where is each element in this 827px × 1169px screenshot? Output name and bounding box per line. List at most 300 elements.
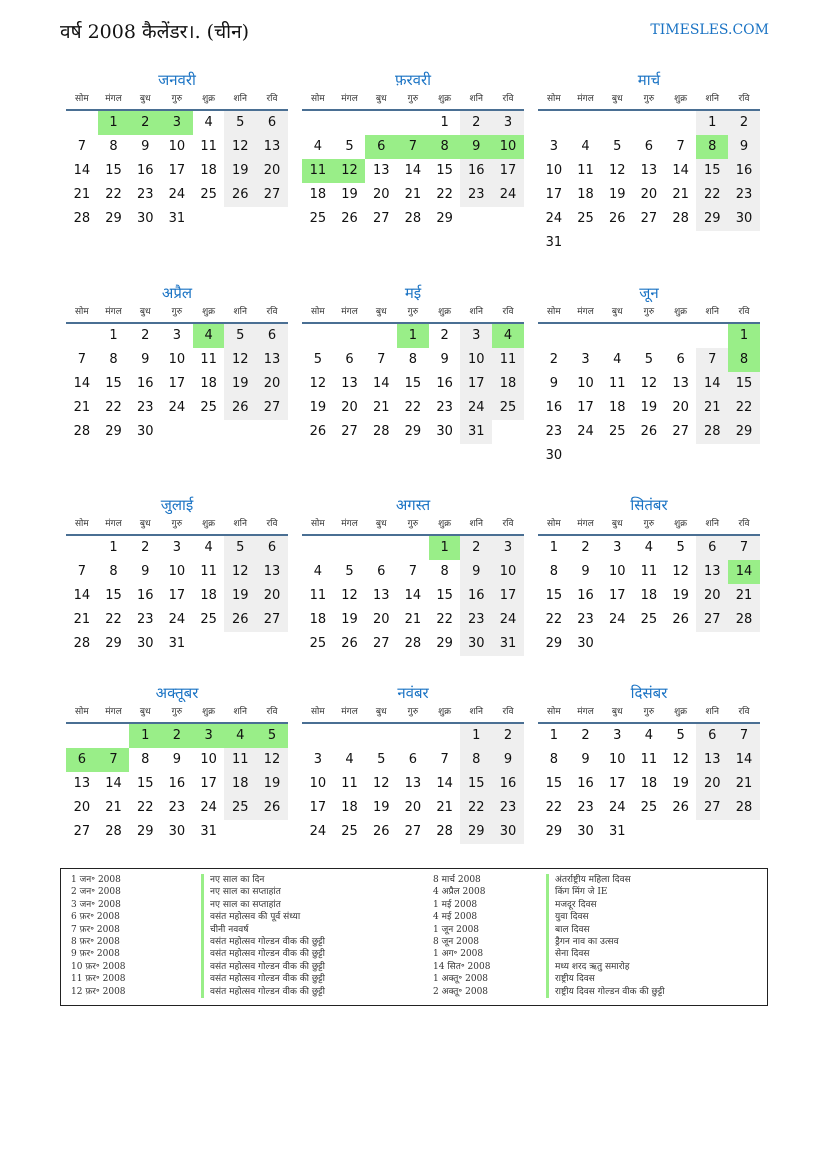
day-cell: 12 [640, 376, 658, 391]
legend-holiday-name: अंतर्राष्ट्रीय महिला दिवस [546, 874, 665, 886]
day-cell: 31 [492, 632, 524, 656]
day-cell: 22 [136, 800, 154, 815]
empty-day-cell [98, 724, 130, 748]
day-cell: 18 [577, 187, 594, 202]
weekday-header [66, 305, 288, 324]
weekday-label: मंगल [341, 94, 358, 104]
day-cell: 17 [460, 372, 492, 396]
day-cell: 26 [672, 800, 689, 815]
day-cell: 14 [436, 776, 453, 791]
weekday-label: बुध [611, 307, 623, 317]
day-cell: 27 [672, 424, 689, 439]
day-cell: 14 [73, 163, 91, 178]
month-calendar [302, 683, 524, 844]
weekday-label: रवि [502, 94, 514, 104]
day-cell: 29 [545, 824, 563, 839]
day-cell: 31 [200, 824, 217, 839]
day-cell: 22 [404, 400, 422, 415]
weekday-label: शुक्र [438, 307, 452, 317]
empty-day-cell [66, 324, 98, 348]
day-cell: 18 [309, 612, 327, 627]
week-row [538, 584, 760, 608]
day-cell: 17 [608, 588, 626, 603]
day-cell: 10 [460, 348, 492, 372]
day-cell: 24 [545, 211, 563, 226]
day-cell: 13 [696, 748, 728, 772]
day-cell: 8 [429, 135, 461, 159]
weekday-label: शनि [469, 307, 483, 317]
day-cell: 14 [73, 588, 91, 603]
empty-day-cell [429, 724, 461, 748]
day-cell: 3 [613, 728, 622, 743]
weekday-label: सोम [310, 519, 325, 529]
weekday-header [302, 705, 524, 724]
week-row [66, 608, 288, 632]
day-cell: 16 [436, 376, 453, 391]
day-cell: 2 [161, 724, 193, 748]
week-row [302, 796, 524, 820]
day-cell: 17 [492, 584, 524, 608]
day-cell: 13 [404, 776, 422, 791]
day-cell: 30 [577, 636, 594, 651]
day-cell: 19 [224, 584, 256, 608]
day-cell: 1 [109, 328, 118, 343]
weekday-label: शनि [233, 519, 247, 529]
day-cell: 24 [608, 800, 626, 815]
day-cell: 24 [309, 824, 327, 839]
empty-day-cell [224, 820, 256, 844]
site-link[interactable]: TIMESLES.COM [650, 22, 769, 38]
day-cell: 9 [581, 752, 590, 767]
day-cell: 21 [436, 800, 453, 815]
weekday-label: शनि [705, 94, 719, 104]
day-cell: 12 [672, 752, 689, 767]
day-cell: 15 [136, 776, 154, 791]
day-cell: 1 [460, 724, 492, 748]
legend-date: 3 जन॰ 2008 [71, 899, 121, 910]
week-row [302, 560, 524, 584]
day-cell: 1 [98, 111, 130, 135]
day-cell: 26 [640, 424, 658, 439]
day-cell: 25 [309, 211, 327, 226]
weekday-label: शुक्र [202, 94, 216, 104]
week-row [302, 183, 524, 207]
day-cell: 17 [168, 588, 186, 603]
legend-holiday-name: ड्रैगन नाव का उत्सव [546, 936, 665, 948]
empty-day-cell [601, 231, 633, 255]
day-cell: 10 [168, 352, 186, 367]
weekday-label: शुक्र [674, 519, 688, 529]
week-row [66, 183, 288, 207]
day-cell: 5 [224, 536, 256, 560]
weekday-label: शुक्र [438, 707, 452, 717]
day-cell: 28 [105, 824, 122, 839]
empty-day-cell [302, 111, 334, 135]
day-cell: 12 [608, 163, 626, 178]
empty-day-cell [570, 444, 602, 468]
week-row [66, 724, 288, 748]
weekday-label: बुध [611, 707, 623, 717]
week-row [538, 159, 760, 183]
day-cell: 15 [436, 163, 453, 178]
weekday-label: गुरु [643, 707, 655, 717]
day-cell: 3 [193, 724, 225, 748]
day-cell: 8 [728, 348, 760, 372]
legend-dates-column [71, 874, 126, 998]
day-cell: 4 [492, 324, 524, 348]
day-cell: 26 [309, 424, 327, 439]
empty-day-cell [397, 111, 429, 135]
day-cell: 14 [73, 376, 91, 391]
day-cell: 22 [545, 800, 563, 815]
week-row [538, 444, 760, 468]
day-cell: 10 [608, 752, 626, 767]
day-cell: 16 [577, 776, 594, 791]
day-cell: 11 [640, 564, 658, 579]
empty-day-cell [570, 231, 602, 255]
week-row [66, 420, 288, 444]
empty-day-cell [397, 724, 429, 748]
legend-dates-column [433, 874, 490, 998]
weekday-label: गुरु [171, 519, 183, 529]
day-cell: 10 [577, 376, 594, 391]
empty-day-cell [696, 632, 728, 656]
day-cell: 19 [672, 776, 689, 791]
legend-date: 2 जन॰ 2008 [71, 887, 121, 898]
day-cell: 31 [545, 235, 563, 250]
empty-day-cell [728, 632, 760, 656]
day-cell: 7 [696, 348, 728, 372]
day-cell: 27 [640, 211, 658, 226]
day-cell: 21 [73, 612, 91, 627]
legend-date: 1 अक्तू॰ 2008 [433, 974, 489, 985]
legend-holiday-name: नए साल का सप्ताहांत [201, 886, 325, 898]
legend-holiday-name: वसंत महोत्सव गोल्डन वीक की छुट्टी [201, 948, 325, 960]
week-row [66, 560, 288, 584]
day-cell: 2 [129, 111, 161, 135]
weekday-label: बुध [375, 519, 387, 529]
day-cell: 9 [581, 564, 590, 579]
day-cell: 10 [608, 564, 626, 579]
day-cell: 5 [377, 752, 386, 767]
weekday-label: सोम [74, 519, 89, 529]
legend-holiday-name: राष्ट्रीय दिवस गोल्डन वीक की छुट्टी [546, 986, 665, 998]
day-cell: 15 [545, 588, 563, 603]
day-cell: 24 [577, 424, 594, 439]
week-row [302, 772, 524, 796]
week-row [538, 536, 760, 560]
legend-holiday-name: बाल दिवस [546, 924, 665, 936]
month-name: फ़रवरी [394, 71, 432, 89]
weekday-label: शनि [233, 307, 247, 317]
day-cell: 18 [341, 800, 358, 815]
day-cell: 25 [341, 824, 358, 839]
day-cell: 1 [109, 540, 118, 555]
day-cell: 10 [492, 135, 524, 159]
week-row [538, 796, 760, 820]
legend-holiday-name: वसंत महोत्सव गोल्डन वीक की छुट्टी [201, 961, 325, 973]
weekday-label: शुक्र [438, 94, 452, 104]
day-cell: 30 [577, 824, 594, 839]
day-cell: 24 [168, 612, 186, 627]
legend-date: 8 मार्च 2008 [433, 875, 481, 885]
day-cell: 26 [224, 183, 256, 207]
day-cell: 31 [460, 420, 492, 444]
day-cell: 4 [644, 540, 654, 555]
day-cell: 11 [341, 776, 358, 791]
weekday-label: बुध [139, 707, 151, 717]
day-cell: 2 [492, 724, 524, 748]
day-cell: 15 [728, 372, 760, 396]
day-cell: 8 [141, 752, 150, 767]
day-cell: 24 [492, 183, 524, 207]
weekday-label: सोम [310, 94, 325, 104]
week-row [538, 207, 760, 231]
empty-day-cell [728, 444, 760, 468]
day-cell: 24 [460, 396, 492, 420]
legend-holiday-name: वसंत महोत्सव गोल्डन वीक की छुट्टी [201, 986, 325, 998]
empty-day-cell [365, 724, 397, 748]
day-cell: 28 [404, 636, 422, 651]
day-cell: 18 [492, 372, 524, 396]
day-cell: 27 [404, 824, 422, 839]
day-cell: 19 [341, 612, 358, 627]
day-cell: 5 [345, 564, 354, 579]
day-cell: 6 [365, 135, 397, 159]
day-cell: 10 [168, 564, 186, 579]
day-cell: 25 [224, 796, 256, 820]
empty-day-cell [193, 420, 225, 444]
empty-day-cell [66, 724, 98, 748]
legend-holiday-name: राष्ट्रीय दिवस [546, 973, 665, 985]
day-cell: 28 [696, 420, 728, 444]
legend-date: 6 फ़र॰ 2008 [71, 912, 120, 923]
day-cell: 30 [545, 448, 563, 463]
day-cell: 29 [105, 636, 122, 651]
week-row [66, 207, 288, 231]
week-row [66, 111, 288, 135]
day-cell: 17 [608, 776, 626, 791]
empty-day-cell [538, 324, 570, 348]
day-cell: 20 [372, 187, 390, 202]
empty-day-cell [365, 324, 397, 348]
weekday-label: सोम [310, 307, 325, 317]
day-cell: 26 [224, 608, 256, 632]
empty-day-cell [224, 632, 256, 656]
weekday-header [538, 705, 760, 724]
day-cell: 15 [460, 772, 492, 796]
day-cell: 5 [676, 728, 685, 743]
weekday-label: रवि [266, 519, 278, 529]
day-cell: 1 [429, 536, 461, 560]
empty-day-cell [601, 324, 633, 348]
day-cell: 19 [224, 159, 256, 183]
day-cell: 2 [141, 540, 150, 555]
weekday-label: रवि [266, 307, 278, 317]
day-cell: 30 [492, 820, 524, 844]
day-cell: 12 [224, 560, 256, 584]
week-row [302, 748, 524, 772]
day-cell: 27 [696, 608, 728, 632]
weekday-label: मंगल [577, 307, 594, 317]
weekday-label: बुध [611, 519, 623, 529]
day-cell: 2 [581, 728, 590, 743]
day-cell: 25 [640, 612, 658, 627]
legend-holiday-name: वसंत महोत्सव गोल्डन वीक की छुट्टी [201, 936, 325, 948]
day-cell: 19 [372, 800, 390, 815]
legend-holiday-name: चीनी नववर्ष [201, 924, 325, 936]
legend-date: 2 अक्तू॰ 2008 [433, 986, 489, 997]
day-cell: 23 [460, 183, 492, 207]
day-cell: 19 [256, 772, 288, 796]
day-cell: 16 [136, 588, 154, 603]
day-cell: 30 [136, 424, 154, 439]
day-cell: 16 [460, 584, 492, 608]
day-cell: 22 [696, 183, 728, 207]
legend-holiday-name: वसंत महोत्सव गोल्डन वीक की छुट्टी [201, 973, 325, 985]
day-cell: 22 [460, 796, 492, 820]
day-cell: 6 [256, 536, 288, 560]
legend-holiday-name: नए साल का दिन [201, 874, 325, 886]
day-cell: 13 [256, 348, 288, 372]
week-row [538, 348, 760, 372]
legend-date: 1 मई 2008 [433, 899, 478, 910]
day-cell: 14 [696, 372, 728, 396]
day-cell: 14 [372, 376, 390, 391]
day-cell: 26 [608, 211, 626, 226]
day-cell: 7 [77, 352, 86, 367]
day-cell: 11 [200, 564, 217, 579]
day-cell: 1 [549, 728, 558, 743]
month-name: जुलाई [160, 496, 194, 514]
empty-day-cell [302, 536, 334, 560]
day-cell: 11 [224, 748, 256, 772]
weekday-label: गुरु [171, 707, 183, 717]
week-row [302, 111, 524, 135]
month-calendar [302, 283, 524, 444]
day-cell: 4 [313, 564, 322, 579]
day-cell: 7 [408, 564, 418, 579]
empty-day-cell [665, 820, 697, 844]
weekday-label: मंगल [105, 94, 122, 104]
day-cell: 18 [640, 588, 658, 603]
day-cell: 26 [372, 824, 390, 839]
empty-day-cell [224, 207, 256, 231]
day-cell: 20 [372, 612, 390, 627]
month-name: जनवरी [158, 71, 196, 89]
day-cell: 2 [141, 328, 150, 343]
empty-day-cell [334, 536, 366, 560]
legend-date: 9 फ़र॰ 2008 [71, 949, 120, 960]
legend-names-column [546, 874, 665, 998]
weekday-label: मंगल [577, 94, 594, 104]
empty-day-cell [302, 324, 334, 348]
day-cell: 8 [549, 752, 558, 767]
weekday-label: शुक्र [674, 707, 688, 717]
day-cell: 1 [549, 540, 558, 555]
day-cell: 6 [696, 724, 728, 748]
day-cell: 22 [436, 187, 453, 202]
day-cell: 21 [105, 800, 122, 815]
day-cell: 15 [105, 588, 122, 603]
week-row [538, 396, 760, 420]
day-cell: 31 [608, 824, 626, 839]
empty-day-cell [161, 420, 193, 444]
day-cell: 6 [256, 111, 288, 135]
day-cell: 14 [404, 163, 422, 178]
day-cell: 16 [168, 776, 186, 791]
day-cell: 21 [672, 187, 689, 202]
day-cell: 25 [640, 800, 658, 815]
month-calendar [66, 283, 288, 444]
empty-day-cell [633, 324, 665, 348]
week-row [66, 820, 288, 844]
day-cell: 27 [256, 183, 288, 207]
day-cell: 20 [404, 800, 422, 815]
day-cell: 10 [309, 776, 327, 791]
weekday-label: सोम [546, 707, 561, 717]
weekday-label: शनि [233, 94, 247, 104]
day-cell: 27 [341, 424, 358, 439]
month-name: मई [404, 284, 422, 302]
day-cell: 29 [545, 636, 563, 651]
day-cell: 29 [404, 424, 422, 439]
day-cell: 18 [200, 163, 217, 178]
day-cell: 1 [440, 115, 449, 130]
day-cell: 7 [77, 139, 86, 154]
day-cell: 24 [492, 608, 524, 632]
day-cell: 21 [696, 396, 728, 420]
empty-day-cell [728, 820, 760, 844]
day-cell: 10 [168, 139, 186, 154]
week-row [538, 183, 760, 207]
day-cell: 1 [728, 324, 760, 348]
day-cell: 9 [728, 135, 760, 159]
day-cell: 16 [728, 159, 760, 183]
week-row [302, 724, 524, 748]
empty-day-cell [665, 231, 697, 255]
day-cell: 16 [577, 588, 594, 603]
day-cell: 22 [436, 612, 453, 627]
weekday-label: बुध [611, 94, 623, 104]
page-title: वर्ष 2008 कैलेंडर।. (चीन) [60, 21, 250, 43]
day-cell: 15 [696, 159, 728, 183]
empty-day-cell [601, 632, 633, 656]
day-cell: 18 [224, 772, 256, 796]
day-cell: 12 [372, 776, 390, 791]
day-cell: 3 [161, 111, 193, 135]
day-cell: 20 [640, 187, 658, 202]
legend-holiday-name: मध्य शरद ऋतु समारोह [546, 961, 665, 973]
day-cell: 25 [577, 211, 594, 226]
weekday-label: शनि [469, 519, 483, 529]
month-name: अक्तूबर [155, 684, 199, 702]
day-cell: 19 [672, 588, 689, 603]
weekday-header [302, 517, 524, 536]
day-cell: 3 [460, 324, 492, 348]
empty-day-cell [256, 420, 288, 444]
day-cell: 25 [309, 636, 327, 651]
empty-day-cell [365, 111, 397, 135]
empty-day-cell [728, 231, 760, 255]
day-cell: 26 [341, 636, 358, 651]
day-cell: 25 [608, 424, 626, 439]
day-cell: 27 [372, 211, 390, 226]
weekday-label: रवि [738, 707, 750, 717]
legend-names-column [201, 874, 325, 998]
day-cell: 13 [372, 163, 390, 178]
weekday-label: रवि [266, 707, 278, 717]
